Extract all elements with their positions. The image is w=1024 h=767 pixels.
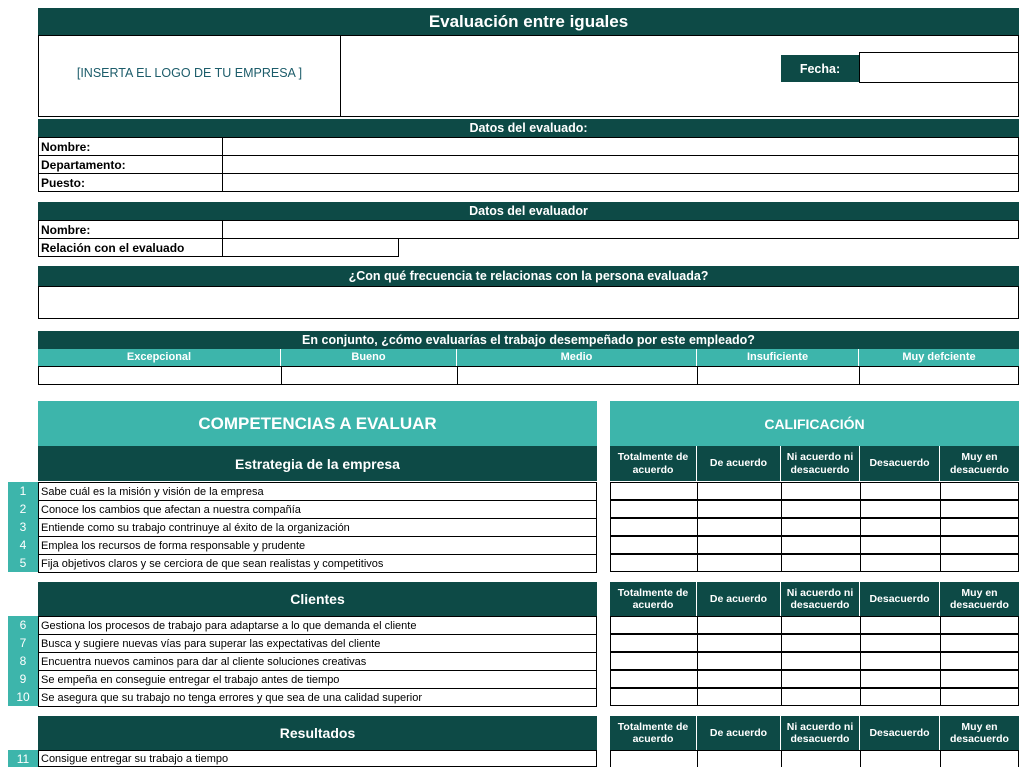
evaluador-relacion-field[interactable] bbox=[222, 238, 399, 257]
rating-cell[interactable] bbox=[781, 482, 861, 500]
rating-cell[interactable] bbox=[610, 536, 698, 554]
evaluado-puesto-label: Puesto: bbox=[38, 173, 223, 192]
rating-cell[interactable] bbox=[610, 670, 698, 688]
rating-cell[interactable] bbox=[697, 750, 782, 767]
rating-header-de-acuerdo: De acuerdo bbox=[697, 582, 781, 616]
rating-cell[interactable] bbox=[860, 616, 941, 634]
rating-cell[interactable] bbox=[940, 616, 1019, 634]
item-text: Busca y sugiere nuevas vías para superar las expectativas del cliente bbox=[38, 634, 597, 653]
item-text: Conoce los cambios que afectan a nuestra compañía bbox=[38, 500, 597, 519]
conjunto-cell-muy-deficiente[interactable] bbox=[859, 366, 1019, 385]
rating-cell[interactable] bbox=[781, 750, 861, 767]
rating-cell[interactable] bbox=[781, 500, 861, 518]
item-text: Entiende como su trabajo contrinuye al éxito de la organización bbox=[38, 518, 597, 537]
rating-cell[interactable] bbox=[860, 670, 941, 688]
evaluador-header: Datos del evaluador bbox=[38, 202, 1019, 220]
item-text: Fija objetivos claros y se cerciora de que sean realistas y competitivos bbox=[38, 554, 597, 573]
rating-cell[interactable] bbox=[610, 616, 698, 634]
logo-placeholder: [INSERTA EL LOGO DE TU EMPRESA ] bbox=[76, 66, 303, 80]
rating-cell[interactable] bbox=[940, 554, 1019, 572]
rating-cell[interactable] bbox=[940, 536, 1019, 554]
rating-cell[interactable] bbox=[697, 634, 782, 652]
evaluado-header: Datos del evaluado: bbox=[38, 119, 1019, 137]
rating-cell[interactable] bbox=[940, 500, 1019, 518]
rating-cell[interactable] bbox=[781, 554, 861, 572]
rating-header-muy-desacuerdo: Muy en desacuerdo bbox=[950, 720, 1009, 745]
rating-cell[interactable] bbox=[781, 518, 861, 536]
rating-cell[interactable] bbox=[940, 518, 1019, 536]
item-number: 7 bbox=[8, 634, 38, 652]
item-text: Gestiona los procesos de trabajo para adaptarse a lo que demanda el cliente bbox=[38, 616, 597, 635]
item-text: Sabe cuál es la misión y visión de la empresa bbox=[38, 482, 597, 501]
frecuencia-header: ¿Con qué frecuencia te relacionas con la persona evaluada? bbox=[38, 266, 1019, 286]
item-number: 8 bbox=[8, 652, 38, 670]
conjunto-cell-insuficiente[interactable] bbox=[697, 366, 860, 385]
evaluado-puesto-field[interactable] bbox=[222, 173, 1019, 192]
item-number: 4 bbox=[8, 536, 38, 554]
rating-cell[interactable] bbox=[781, 670, 861, 688]
conjunto-option-bueno: Bueno bbox=[281, 349, 457, 366]
rating-cell[interactable] bbox=[860, 536, 941, 554]
conjunto-option-excepcional: Excepcional bbox=[38, 349, 281, 366]
rating-header-row bbox=[610, 716, 1019, 750]
rating-cell[interactable] bbox=[610, 634, 698, 652]
rating-cell[interactable] bbox=[781, 634, 861, 652]
rating-header-de-acuerdo: De acuerdo bbox=[697, 446, 781, 481]
conjunto-header: En conjunto, ¿cómo evaluarías el trabajo desempeñado por este empleado? bbox=[38, 331, 1019, 349]
conjunto-cell-medio[interactable] bbox=[457, 366, 698, 385]
evaluado-nombre-field[interactable] bbox=[222, 137, 1019, 156]
rating-cell[interactable] bbox=[860, 518, 941, 536]
rating-cell[interactable] bbox=[697, 482, 782, 500]
fecha-field[interactable] bbox=[859, 52, 1019, 83]
rating-cell[interactable] bbox=[610, 518, 698, 536]
item-text: Emplea los recursos de forma responsable y prudente bbox=[38, 536, 597, 555]
rating-grid bbox=[610, 616, 1019, 707]
rating-header-row bbox=[610, 582, 1019, 616]
rating-cell[interactable] bbox=[697, 518, 782, 536]
item-text: Consigue entregar su trabajo a tiempo bbox=[38, 750, 597, 767]
item-text: Se empeña en conseguie entregar el trabajo antes de tiempo bbox=[38, 670, 597, 689]
conjunto-cell-bueno[interactable] bbox=[281, 366, 458, 385]
evaluador-nombre-field[interactable] bbox=[222, 220, 1019, 239]
rating-cell[interactable] bbox=[860, 554, 941, 572]
page-title: Evaluación entre iguales bbox=[38, 8, 1019, 35]
evaluado-departamento-label: Departamento: bbox=[38, 155, 223, 174]
rating-cell[interactable] bbox=[781, 652, 861, 670]
rating-header-de-acuerdo: De acuerdo bbox=[697, 716, 781, 750]
item-number: 11 bbox=[8, 750, 38, 767]
rating-cell[interactable] bbox=[610, 482, 698, 500]
rating-header-ni-acuerdo: Ni acuerdo ni desacuerdo bbox=[781, 446, 860, 481]
rating-cell[interactable] bbox=[860, 482, 941, 500]
calificacion-title: CALIFICACIÓN bbox=[610, 401, 1019, 446]
rating-cell[interactable] bbox=[697, 652, 782, 670]
item-text: Se asegura que su trabajo no tenga errores y que sea de una calidad superior bbox=[38, 688, 597, 707]
rating-cell[interactable] bbox=[697, 670, 782, 688]
rating-header-desacuerdo: Desacuerdo bbox=[860, 716, 940, 750]
rating-header-totalmente: Totalmente de acuerdo bbox=[610, 716, 697, 750]
rating-cell[interactable] bbox=[697, 616, 782, 634]
rating-header-desacuerdo: Desacuerdo bbox=[860, 446, 940, 481]
section-title-estrategia: Estrategia de la empresa bbox=[38, 446, 597, 481]
rating-cell[interactable] bbox=[940, 652, 1019, 670]
rating-grid bbox=[610, 750, 1019, 767]
item-number: 9 bbox=[8, 670, 38, 688]
conjunto-option-medio: Medio bbox=[457, 349, 697, 366]
evaluador-nombre-label: Nombre: bbox=[38, 220, 223, 239]
rating-cell[interactable] bbox=[860, 652, 941, 670]
rating-cell[interactable] bbox=[940, 750, 1019, 767]
rating-cell[interactable] bbox=[781, 536, 861, 554]
frecuencia-field[interactable] bbox=[38, 286, 1019, 319]
rating-cell[interactable] bbox=[860, 750, 941, 767]
item-number: 5 bbox=[8, 554, 38, 572]
rating-cell[interactable] bbox=[940, 670, 1019, 688]
rating-header-muy-desacuerdo: Muy en desacuerdo bbox=[950, 451, 1009, 476]
item-number: 3 bbox=[8, 518, 38, 536]
rating-cell[interactable] bbox=[860, 634, 941, 652]
section-title-resultados: Resultados bbox=[38, 716, 597, 750]
evaluador-relacion-label: Relación con el evaluado bbox=[38, 238, 223, 257]
conjunto-option-muy-deficiente: Muy defciente bbox=[902, 351, 976, 364]
item-number: 10 bbox=[8, 688, 38, 706]
conjunto-cell-excepcional[interactable] bbox=[38, 366, 282, 385]
conjunto-options-row bbox=[38, 349, 1019, 366]
rating-cell[interactable] bbox=[610, 688, 698, 706]
rating-cell[interactable] bbox=[781, 688, 861, 706]
rating-cell[interactable] bbox=[610, 652, 698, 670]
conjunto-option-insuficiente: Insuficiente bbox=[697, 349, 859, 366]
rating-header-desacuerdo: Desacuerdo bbox=[860, 582, 940, 616]
item-number: 2 bbox=[8, 500, 38, 518]
evaluado-departamento-field[interactable] bbox=[222, 155, 1019, 174]
rating-cell[interactable] bbox=[860, 500, 941, 518]
item-text: Encuentra nuevos caminos para dar al cliente soluciones creativas bbox=[38, 652, 597, 671]
rating-cell[interactable] bbox=[860, 688, 941, 706]
rating-grid bbox=[610, 482, 1019, 573]
rating-header-totalmente: Totalmente de acuerdo bbox=[610, 446, 697, 481]
section-title-clientes: Clientes bbox=[38, 582, 597, 616]
rating-cell[interactable] bbox=[940, 634, 1019, 652]
rating-cell[interactable] bbox=[697, 554, 782, 572]
rating-cell[interactable] bbox=[610, 750, 698, 767]
rating-cell[interactable] bbox=[697, 500, 782, 518]
rating-cell[interactable] bbox=[610, 554, 698, 572]
competencias-title: COMPETENCIAS A EVALUAR bbox=[38, 401, 597, 446]
rating-header-muy-desacuerdo: Muy en desacuerdo bbox=[950, 586, 1009, 611]
rating-cell[interactable] bbox=[940, 688, 1019, 706]
evaluado-nombre-label: Nombre: bbox=[38, 137, 223, 156]
fecha-label: Fecha: bbox=[781, 55, 859, 82]
rating-header-totalmente: Totalmente de acuerdo bbox=[610, 582, 697, 616]
rating-header-ni-acuerdo: Ni acuerdo ni desacuerdo bbox=[781, 582, 860, 616]
rating-header-ni-acuerdo: Ni acuerdo ni desacuerdo bbox=[781, 716, 860, 750]
rating-cell[interactable] bbox=[697, 688, 782, 706]
rating-header-row bbox=[610, 446, 1019, 481]
rating-cell[interactable] bbox=[781, 616, 861, 634]
rating-cell[interactable] bbox=[940, 482, 1019, 500]
item-number: 6 bbox=[8, 616, 38, 634]
item-number: 1 bbox=[8, 482, 38, 500]
rating-cell[interactable] bbox=[610, 500, 698, 518]
rating-cell[interactable] bbox=[697, 536, 782, 554]
